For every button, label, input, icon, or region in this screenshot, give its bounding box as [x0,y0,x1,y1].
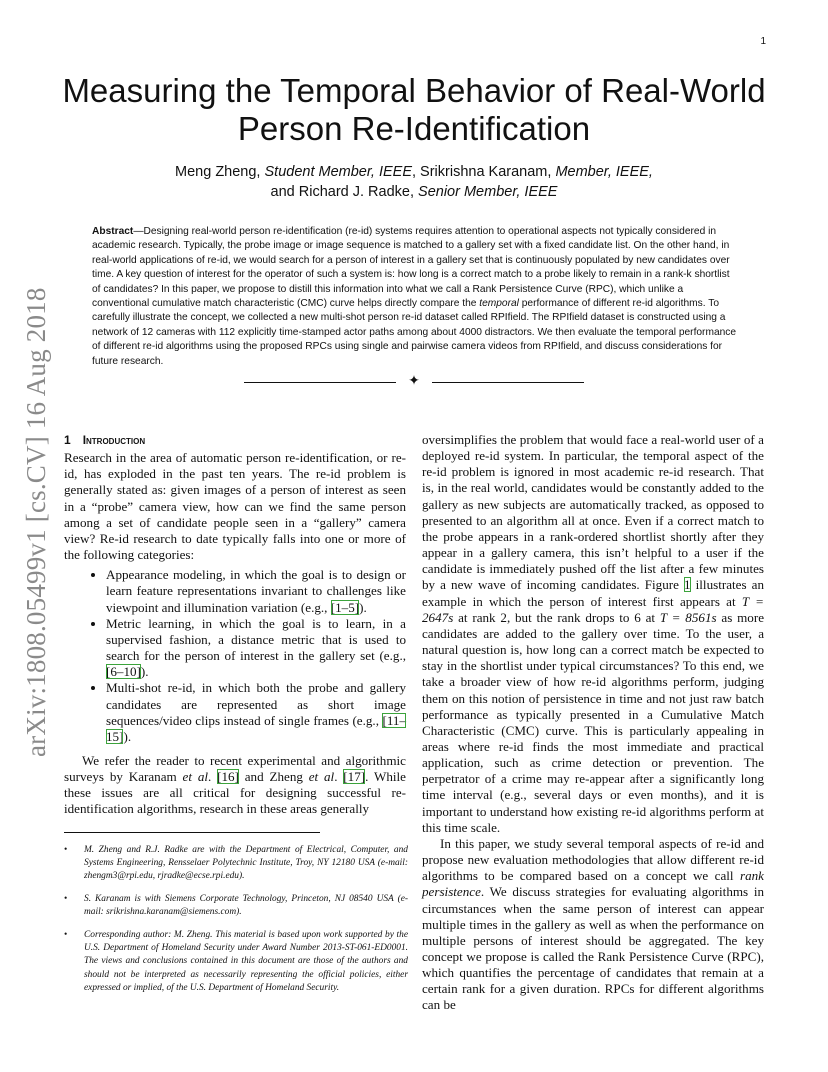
list-item [106,680,406,745]
list-item-text: ). [123,728,132,744]
author-role: Member, IEEE, [555,164,653,180]
category-list [64,567,406,745]
author-name: , Srikrishna Karanam, [412,164,556,180]
bullet-icon: • [64,894,68,904]
footnote [64,893,408,919]
author-block [40,162,788,202]
paragraph-text: We refer the reader to recent experimental and algorithmic surveys by Karanam [64,752,406,785]
citation-link[interactable]: [17] [343,769,366,785]
math-expression: T = 2647s [422,593,765,625]
page-number: 1 [760,36,766,47]
citation-link[interactable]: [1–5] [330,599,360,615]
paragraph-text: . While these issues are all critical for designing successful re-identification algorithms, research in these areas generally [64,769,406,817]
intro-paragraph [64,753,406,818]
abstract [92,225,738,369]
paragraph-text: at rank 2, but the rank drops to 6 at [453,609,660,625]
right-column [422,432,764,1014]
bullet-icon: • [64,845,68,855]
section-divider [244,373,584,390]
bullet-icon: • [64,930,68,940]
abstract-emphasis: temporal [479,298,519,310]
section-heading [64,432,406,448]
paragraph-text: as more candidates are added to the gallery over time. To the user, a natural question is, how long can a correct match be expected to stay in the shortlist under typical circumstances? To this end, we take a broader view of how re-id algorithms perform, judging them on this notion of persistence in time and not just raw batch performance as typically presented in a Cumulative Match Characteristic (CMC) curve. This is particularly appealing in areas where re-id finds the most immediate and practical application, such as crime detection or prevention. The perpetrator of a crime may re-appear after a significantly long time interval (e.g., several days or even months), and it is important to understand how existing re-id algorithms perform at this time scale. [422,609,765,835]
left-column [64,432,406,818]
paragraph-text: . [208,769,218,785]
paragraph-text: oversimplifies the problem that would face a real-world user of a deployed re-id system. In particular, the temporal aspect of the re-id problem is ignored in most academic re-id research. That is, in the real world, candidates would be constantly added to the gallery as new subjects are automatically tracked, as opposed to presented to an algorithm all at once. Even if a correct match to the probe appears in a rank-ordered shortlist shortly after they appear in a gallery camera, this isn’t helpful to a user if the candidate is immediately pushed off the list after a few minutes by a new wave of incoming candidates. Figure [422,432,764,593]
list-item-text: Metric learning, in which the goal is to learn, in a supervised fashion, a distance metric that is used to search for the person of interest in the gallery set (e.g., [106,615,406,664]
paragraph-text: illustrates an example in which the person of interest first appears at [422,577,764,609]
citation-link[interactable]: [11–15] [106,712,406,744]
divider-line-right [432,382,584,383]
author-name: Meng Zheng, [175,164,265,180]
author-role: Senior Member, IEEE [418,184,558,200]
list-item-text: ). [140,664,149,680]
paragraph-text: . We discuss strategies for evaluating algorithms in circumstances when the same person of interest can appear multiple times in the gallery as well as when the performance on multiple persons of interest should be aggregated. The key concept we propose is called the Rank Persistence Curve (RPC), which quantifies the percentage of candidates that remain at a certain rank for a given duration. RPCs for different algorithms can be [422,884,764,1013]
list-item-text: Appearance modeling, in which the goal is to design or learn feature representations invariant to challenges like viewpoint and illumination variation (e.g., [106,567,406,615]
paragraph-text: In this paper, we study several temporal aspects of re-id and propose new evaluation methodologies that allow different re-id algorithms to be compared based on a concept we call [422,835,764,884]
body-paragraph [422,836,764,1014]
paper-title: Measuring the Temporal Behavior of Real-World Person Re-Identification [62,72,766,147]
section-title: Introduction [82,433,146,447]
arxiv-stamp: arXiv:1808.05499v1 [cs.CV] 16 Aug 2018 [21,287,51,757]
author-name: and Richard J. Radke, [270,184,419,200]
section-number: 1 [64,433,71,447]
footnote-text: M. Zheng and R.J. Radke are with the Department of Electrical, Computer, and Systems Engineering, Rensselaer Polytechnic Institute, Troy, NY 12180 USA (e-mail: zhengm3@rpi.edu, rjradke@ecse.rpi.edu). [84,845,408,882]
author-role: Student Member, IEEE [264,164,412,180]
divider-star-icon: ✦ [408,373,420,389]
citation-link[interactable]: [16] [217,769,239,785]
abstract-text: —Designing real-world person re-identification (re-id) systems requires attention to operational aspects not typically considered in academic research. Typically, the probe image or image sequence is matched to a gallery set with a fixed candidate list. On the other hand, in real-world applications of re-id, we would search for a person of interest in a gallery set that is continuously populated by new candidates over time. A key question of interest for the operator of such a system is: how long is a correct match to a probe likely to remain in a rank-k shortlist of candidates? In this paper, we propose to distill this information into what we call a Rank Persistence Curve (RPC), which unlike a conventional cumulative match characteristic (CMC) curve helps directly compare the [92,226,730,310]
footnote-text: S. Karanam is with Siemens Corporate Technology, Princeton, NJ 08540 USA (e-mail: srikrishna.karanam@siemens.com). [84,894,408,918]
footnote [64,844,408,884]
list-item [106,616,406,681]
math-expression: T = 8561s [659,609,717,625]
paragraph-emphasis: et al [308,769,335,785]
list-item-text: Multi-shot re-id, in which both the probe and gallery candidates are represented as short image sequences/video clips instead of single frames (e.g., [106,680,406,728]
abstract-label: Abstract [92,226,134,237]
figure-link[interactable]: 1 [684,577,691,593]
paragraph-emphasis: rank persistence [422,868,764,900]
citation-link[interactable]: [6–10] [106,664,141,680]
footnote-text: Corresponding author: M. Zheng. This material is based upon work supported by the U.S. Department of Homeland Security under Award Number 2013-ST-061-ED0001. The views and conclusions contained in this document are those of the authors and should not be interpreted as necessarily representing the official policies, either expressed or implied, of the U.S. Department of Homeland Security. [84,930,408,993]
paragraph-emphasis: et al [182,769,208,785]
list-item-text: ). [359,599,367,615]
body-paragraph [422,432,764,836]
list-item [106,567,406,615]
paragraph-text: and Zheng [238,769,309,785]
abstract-text: performance of different re-id algorithms. To carefully illustrate the concept, we collected a new multi-shot person re-id dataset called RPIfield. The RPIfield dataset is constructed using a network of 12 cameras with 112 explicitly time-stamped actor paths among about 4000 distractors. We then evaluate the temporal performance of different re-id algorithms using the proposed RPCs using single and pairwise camera videos from RPIfield, and discuss considerations for future research. [92,298,737,367]
intro-paragraph: Research in the area of automatic person re-identification, or re-id, has exploded in the past ten years. The re-id problem is generally stated as: given images of a person of interest as seen in a “probe” camera view, how can we find the same person among a set of candidate people seen in a “gallery” camera view? Re-id research to date typically falls into one or more of the following categories: [64,450,406,563]
footnote-rule [64,832,320,833]
paragraph-text: . [334,769,344,785]
divider-line-left [244,382,396,383]
footnote [64,929,408,995]
